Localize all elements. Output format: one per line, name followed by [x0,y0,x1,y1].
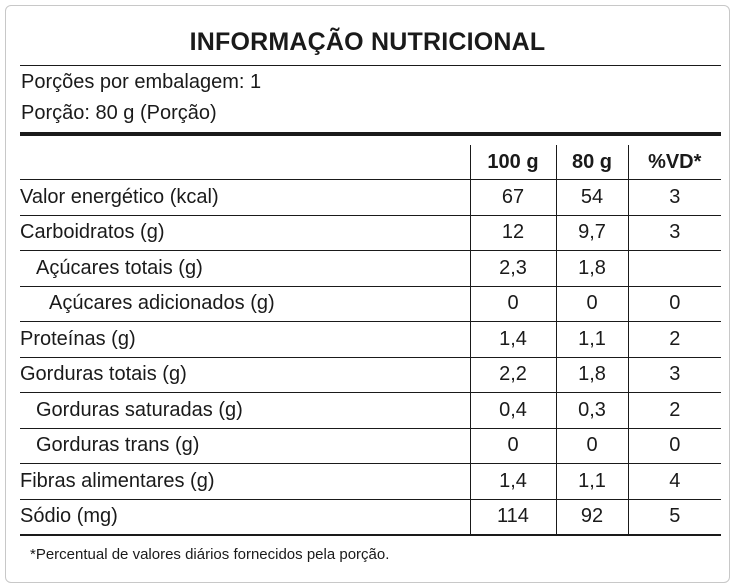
nutrient-name: Fibras alimentares (g) [20,464,470,500]
value-per-100g: 2,3 [470,251,556,287]
value-daily-percent: 4 [628,464,721,500]
nutrition-table [20,145,721,536]
nutrient-name: Valor energético (kcal) [20,180,470,216]
value-per-80g: 54 [556,180,628,216]
value-daily-percent: 2 [628,322,721,358]
value-daily-percent: 0 [628,428,721,464]
value-per-80g: 1,1 [556,464,628,500]
value-per-100g: 67 [470,180,556,216]
value-daily-percent [628,251,721,287]
nutrient-name: Gorduras trans (g) [20,428,470,464]
value-daily-percent: 2 [628,393,721,429]
table-row [20,428,721,464]
value-daily-percent: 3 [628,357,721,393]
value-per-80g: 9,7 [556,215,628,251]
table-row [20,286,721,322]
divider-title [20,65,721,66]
table-row [20,499,721,535]
value-daily-percent: 0 [628,286,721,322]
nutrient-name: Carboidratos (g) [20,215,470,251]
table-row [20,393,721,429]
table-row [20,180,721,216]
header-nutrient [20,145,470,180]
value-per-100g: 0 [470,286,556,322]
value-per-100g: 1,4 [470,322,556,358]
value-per-100g: 0,4 [470,393,556,429]
table-header-row [20,145,721,180]
value-per-80g: 0 [556,286,628,322]
nutrient-name: Açúcares adicionados (g) [20,286,470,322]
nutrient-name: Gorduras totais (g) [20,357,470,393]
table-row [20,215,721,251]
value-per-80g: 92 [556,499,628,535]
value-per-80g: 1,8 [556,251,628,287]
value-daily-percent: 3 [628,180,721,216]
daily-value-footnote: *Percentual de valores diários fornecidos pela porção. [30,546,390,563]
table-row [20,251,721,287]
table-row [20,464,721,500]
value-per-80g: 0 [556,428,628,464]
table-row [20,357,721,393]
nutrient-name: Gorduras saturadas (g) [20,393,470,429]
value-per-100g: 2,2 [470,357,556,393]
divider-thick [20,132,721,136]
value-per-100g: 0 [470,428,556,464]
nutrient-name: Sódio (mg) [20,499,470,535]
serving-size: Porção: 80 g (Porção) [21,102,217,124]
table-row [20,322,721,358]
header-per-80g: 80 g [556,145,628,180]
value-daily-percent: 3 [628,215,721,251]
header-daily-value: %VD* [628,145,721,180]
value-per-100g: 12 [470,215,556,251]
nutrition-facts-panel [5,5,730,583]
value-per-80g: 1,8 [556,357,628,393]
value-daily-percent: 5 [628,499,721,535]
header-per-100g: 100 g [470,145,556,180]
nutrition-title: INFORMAÇÃO NUTRICIONAL [189,28,546,56]
nutrient-name: Proteínas (g) [20,322,470,358]
servings-per-package: Porções por embalagem: 1 [21,71,262,93]
nutrient-name: Açúcares totais (g) [20,251,470,287]
value-per-100g: 1,4 [470,464,556,500]
value-per-80g: 1,1 [556,322,628,358]
value-per-100g: 114 [470,499,556,535]
value-per-80g: 0,3 [556,393,628,429]
